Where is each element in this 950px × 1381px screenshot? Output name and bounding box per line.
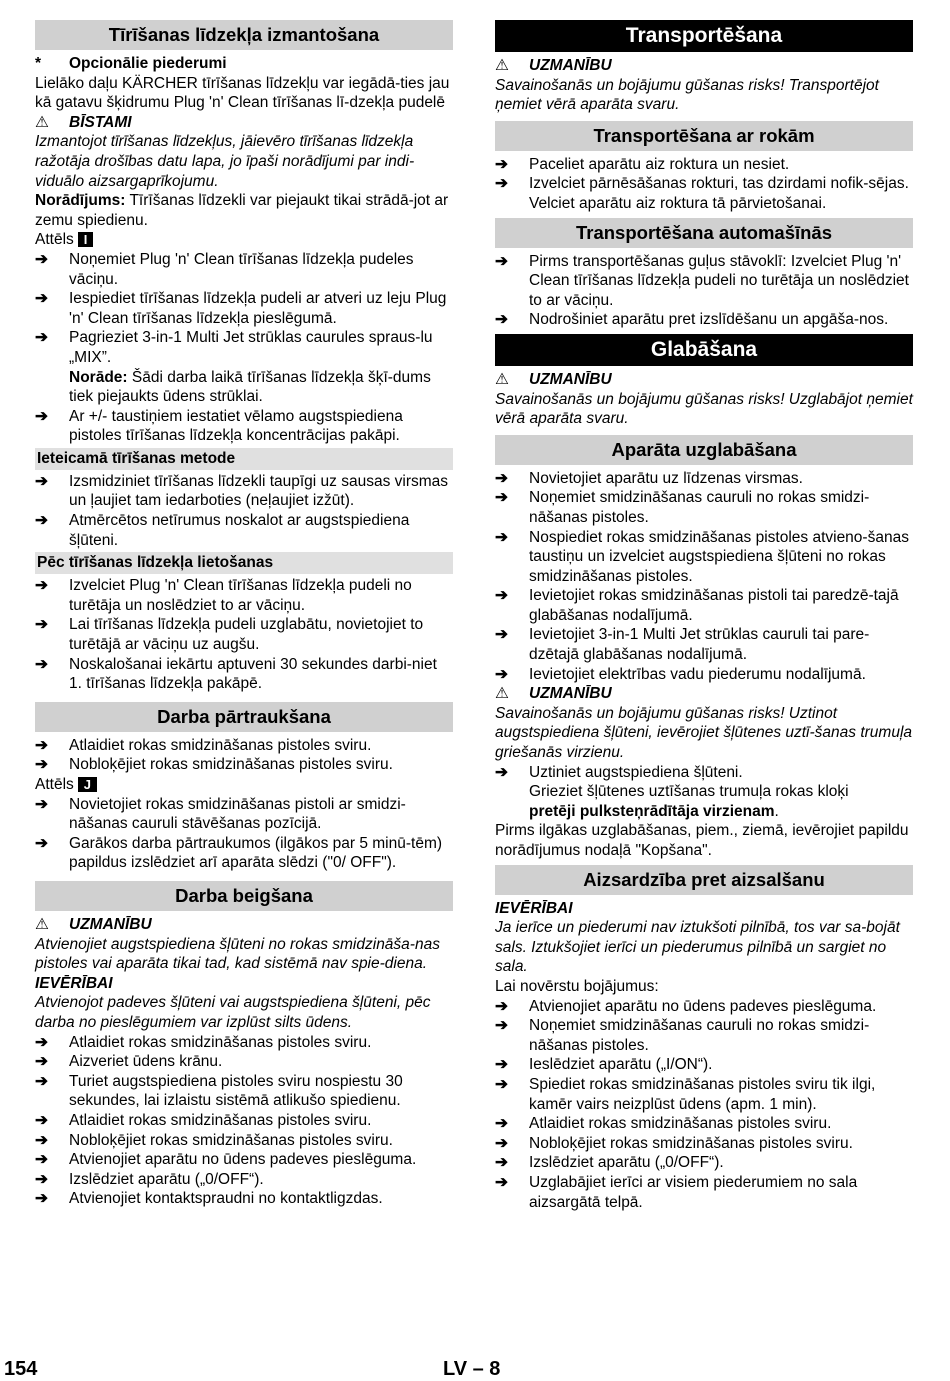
warning-text: Atvienojiet augstspiediena šļūteni no rokas smidzināša-nas pistoles vai aparāta tikai tad, kad sistēmā nav spie-diena. — [35, 935, 440, 973]
arrow-icon: ➔ — [495, 311, 508, 329]
arrow-icon: ➔ — [495, 665, 508, 683]
list-item — [495, 310, 913, 330]
arrow-icon: ➔ — [35, 1131, 48, 1149]
continuation-end: . — [774, 802, 779, 820]
warning-text: Savainošanās un bojājumu gūšanas risks! Uzglabājot ņemiet vērā aparāta svaru. — [495, 390, 913, 428]
list-item — [495, 586, 913, 625]
figure-badge: I — [78, 232, 94, 247]
list-item-text: Ieslēdziet aparātu („I/ON“). — [529, 1056, 713, 1074]
paragraph: Pirms ilgākas uzglabāšanas, piem., ziemā, ievērojiet papildu norādījumus nodaļā "Kopšana". — [495, 822, 909, 859]
note-text: Tīrīšanas līdzekli var piejaukt tikai strādā-jot ar zemu spiedienu. — [35, 192, 449, 229]
arrow-icon: ➔ — [495, 252, 508, 270]
list-item — [495, 1055, 913, 1075]
arrow-icon: ➔ — [495, 175, 508, 193]
list-item-text: Atlaidiet rokas smidzināšanas pistoles sviru. — [69, 1033, 372, 1051]
list-item — [35, 1111, 453, 1131]
arrow-icon: ➔ — [35, 512, 48, 530]
list-item — [35, 1033, 453, 1053]
warning-text: Izmantojot tīrīšanas līdzekļus, jāievēro tīrīšanas līdzekļa ražotāja drošības datu lapa, jo īpaši norādījumi par indi-viduālo aizsargaprīkojumu. — [35, 133, 415, 190]
list-item — [35, 1150, 453, 1170]
arrow-icon: ➔ — [495, 1075, 508, 1093]
list-item — [495, 1075, 913, 1114]
list-item-text: Novietojiet rokas smidzināšanas pistoli ar smidzi-nāšanas cauruli stāvēšanas pozīcijā. — [69, 795, 406, 833]
continuation: Velciet aparātu aiz roktura tā pārvietošanai. — [529, 194, 827, 212]
arrow-icon: ➔ — [35, 329, 48, 347]
arrow-icon: ➔ — [495, 1017, 508, 1035]
list-item-text: Garākos darba pārtraukumos (ilgākos par 5 minū-tēm) papildus izslēdziet arī aparāta slēdzi ("0/ OFF"). — [69, 834, 443, 872]
arrow-icon: ➔ — [35, 736, 48, 754]
arrow-icon: ➔ — [35, 1072, 48, 1090]
warning-label: UZMANĪBU — [69, 915, 152, 933]
arrow-icon: ➔ — [35, 1151, 48, 1169]
list-item-text: Atlaidiet rokas smidzināšanas pistoles sviru. — [529, 1115, 832, 1133]
list-item-text: Nobloķējiet rokas smidzināšanas pistoles sviru. — [69, 1131, 393, 1149]
continuation — [495, 782, 913, 821]
arrow-icon: ➔ — [495, 155, 508, 173]
chapter-title: Glabāšana — [495, 334, 913, 366]
arrow-icon: ➔ — [35, 1170, 48, 1188]
arrow-icon: ➔ — [35, 472, 48, 490]
list-item-text: Pirms transportēšanas guļus stāvoklī: Izvelciet Plug 'n' Clean tīrīšanas līdzekļa pudeli no turētāja un noslēdziet to ar vāciņu. — [529, 252, 909, 309]
list-item — [495, 625, 913, 664]
arrow-icon: ➔ — [35, 756, 48, 774]
list-item-text: Izslēdziet aparātu („0/OFF“). — [69, 1170, 264, 1188]
page-number: 154 — [4, 1358, 38, 1380]
arrow-icon: ➔ — [495, 997, 508, 1015]
right-column — [495, 20, 913, 1212]
arrow-icon: ➔ — [35, 407, 48, 425]
arrow-icon: ➔ — [35, 290, 48, 308]
list-item-text: Atlaidiet rokas smidzināšanas pistoles sviru. — [69, 736, 372, 754]
list-item-text: Ievietojiet 3-in-1 Multi Jet strūklas cauruli tai pare-dzētajā glabāšanas nodalījumā. — [529, 626, 870, 664]
section-title: Aparāta uzglabāšana — [495, 435, 913, 465]
list-item — [495, 1153, 913, 1173]
figure-label: Attēls — [35, 776, 74, 793]
arrow-icon: ➔ — [495, 528, 508, 546]
note-label: Norāde: — [69, 368, 128, 386]
list-item-text: Turiet augstspiediena pistoles sviru nospiestu 30 sekundes, lai izlaistu sistēmā atlikušo spiedienu. — [69, 1072, 403, 1110]
caution-notice — [35, 915, 453, 935]
asterisk: * — [35, 55, 42, 72]
notice-text: Atvienojot padeves šļūteni vai augstspiediena šļūteni, pēc darba no pieslēgumiem var izplūst silts ūdens. — [35, 994, 431, 1031]
continuation-bold: pretēji pulksteņrādītāja virzienam — [529, 802, 775, 820]
arrow-icon: ➔ — [495, 1056, 508, 1074]
list-item-text: Ievietojiet rokas smidzināšanas pistoli tai paredzē-tajā glabāšanas nodalījumā. — [529, 587, 899, 624]
list-item — [495, 469, 913, 489]
list-item-text: Izsmidziniet tīrīšanas līdzekli taupīgi uz sausas virsmas un ļaujiet tam iedarboties (neļaujiet izžūt). — [69, 472, 449, 510]
warning-text: Savainošanās un bojājumu gūšanas risks! Uztinot augstspiediena šļūteni, ievērojiet šļūtenes uztī-šanas trumuļa griešanās virzienu. — [495, 704, 913, 762]
optional-accessories — [35, 54, 453, 74]
list-item — [495, 1134, 913, 1154]
figure-ref — [35, 775, 453, 795]
list-item-text: Atvienojiet aparātu no ūdens padeves pieslēguma. — [69, 1151, 417, 1169]
figure-ref — [35, 230, 453, 250]
list — [35, 1033, 453, 1209]
arrow-icon: ➔ — [35, 834, 48, 852]
list-item-text: Nospiediet rokas smidzināšanas pistoles atvieno-šanas taustiņu un izvelciet augstspiediena šļūteni no rokas smidzināšanas pistoles. — [529, 528, 909, 585]
list-item-text: Izvelciet Plug 'n' Clean tīrīšanas līdzekļa pudeli no turētāja un noslēdziet to ar vāciņu. — [69, 577, 412, 614]
section-title: Darba pārtraukšana — [35, 702, 453, 732]
list-item — [495, 1173, 913, 1212]
list-item-text: Noņemiet smidzināšanas cauruli no rokas smidzi-nāšanas pistoles. — [529, 1017, 870, 1054]
list-item-text: Noskalošanai iekārtu aptuveni 30 sekundes darbi-niet 1. tīrīšanas līdzekļa pakāpē. — [69, 655, 437, 693]
list-item — [35, 407, 453, 446]
list-item — [35, 289, 453, 328]
list-item — [495, 997, 913, 1017]
warning-icon: ⚠ — [35, 113, 49, 131]
list-item — [495, 763, 913, 783]
list-item-text: Atvienojiet kontaktspraudni no kontaktligzdas. — [69, 1190, 383, 1208]
list-item-text: Iespiediet tīrīšanas līdzekļa pudeli ar atveri uz leju Plug 'n' Clean tīrīšanas līdzekļa pieslēgumā. — [69, 290, 447, 327]
danger-notice — [35, 113, 453, 133]
list-item — [35, 472, 453, 511]
list — [495, 469, 913, 685]
caution-notice — [495, 684, 913, 704]
notice-label: IEVĒRĪBAI — [495, 899, 573, 917]
list-item-text: Ievietojiet elektrības vadu piederumu nodalījumā. — [529, 665, 866, 683]
optional-label: Opcionālie piederumi — [69, 55, 227, 72]
list-item-text: Noņemiet smidzināšanas cauruli no rokas smidzi-nāšanas pistoles. — [529, 489, 870, 526]
list-item — [35, 655, 453, 694]
list-item — [35, 736, 453, 756]
left-column — [35, 20, 453, 1209]
paragraph: Lai novērstu bojājumus: — [495, 977, 659, 995]
list-item — [495, 1016, 913, 1055]
arrow-icon: ➔ — [495, 489, 508, 507]
figure-badge: J — [78, 777, 97, 792]
list-item — [35, 576, 453, 615]
paragraph: Lielāko daļu KÄRCHER tīrīšanas līdzekļu var iegādā-ties jau kā gatavu šķidrumu Plug 'n' Clean tīrīšanas lī-dzekļa pudelē — [35, 74, 450, 112]
list-item-text: Paceliet aparātu aiz roktura un nesiet. — [529, 155, 790, 173]
subsection-title: Ieteicamā tīrīšanas metode — [35, 448, 453, 470]
arrow-icon: ➔ — [35, 1190, 48, 1208]
list-item-text: Aizveriet ūdens krānu. — [69, 1053, 223, 1071]
list-item — [35, 250, 453, 289]
list-item — [495, 174, 913, 194]
list-item-text: Atmērcētos netīrumus noskalot ar augstspiediena šļūteni. — [69, 512, 410, 549]
warning-label: UZMANĪBU — [529, 685, 612, 703]
list-item — [35, 1170, 453, 1190]
warning-icon: ⚠ — [495, 685, 509, 703]
arrow-icon: ➔ — [495, 1173, 508, 1191]
list-item — [495, 155, 913, 175]
warning-text: Savainošanās un bojājumu gūšanas risks! Transportējot ņemiet vērā aparāta svaru. — [495, 76, 879, 114]
arrow-icon: ➔ — [35, 655, 48, 673]
list-item — [35, 1131, 453, 1151]
warning-icon: ⚠ — [35, 915, 49, 933]
warning-icon: ⚠ — [495, 57, 509, 74]
arrow-icon: ➔ — [495, 587, 508, 605]
arrow-icon: ➔ — [495, 1115, 508, 1133]
section-title: Tīrīšanas līdzekļa izmantošana — [35, 20, 453, 50]
list-item — [35, 1072, 453, 1111]
list — [35, 472, 453, 550]
arrow-icon: ➔ — [495, 626, 508, 644]
arrow-icon: ➔ — [495, 763, 508, 781]
list — [495, 997, 913, 1213]
list-item — [35, 834, 453, 873]
list-item-text: Nobloķējiet rokas smidzināšanas pistoles sviru. — [69, 756, 393, 774]
arrow-icon: ➔ — [35, 250, 48, 268]
chapter-title: Transportēšana — [495, 20, 913, 52]
subsection-title: Pēc tīrīšanas līdzekļa lietošanas — [35, 552, 453, 574]
list-item-text: Nobloķējiet rokas smidzināšanas pistoles sviru. — [529, 1134, 853, 1152]
section-title: Transportēšana automašīnās — [495, 218, 913, 248]
list — [35, 736, 453, 775]
language-page: LV – 8 — [443, 1358, 501, 1380]
continuation-text: Grieziet šļūtenes uztīšanas trumuļa rokas kloķi — [529, 783, 849, 801]
arrow-icon: ➔ — [35, 1033, 48, 1051]
list — [495, 155, 913, 194]
arrow-icon: ➔ — [495, 469, 508, 487]
list-item — [495, 665, 913, 685]
list — [35, 795, 453, 873]
arrow-icon: ➔ — [35, 795, 48, 813]
list-item-text: Atlaidiet rokas smidzināšanas pistoles sviru. — [69, 1111, 372, 1129]
arrow-icon: ➔ — [35, 1053, 48, 1071]
arrow-icon: ➔ — [495, 1154, 508, 1172]
list-item-text: Izslēdziet aparātu („0/OFF“). — [529, 1154, 724, 1172]
section-title: Aizsardzība pret aizsalšanu — [495, 865, 913, 895]
list — [495, 252, 913, 330]
list-item — [35, 755, 453, 775]
list-item — [495, 528, 913, 587]
list — [35, 576, 453, 694]
note — [35, 191, 453, 230]
list-item-text: Uzglabājiet ierīci ar visiem piederumiem no sala aizsargātā telpā. — [529, 1173, 858, 1211]
caution-notice — [495, 56, 913, 76]
section-title: Darba beigšana — [35, 881, 453, 911]
list-item-text: Nodrošiniet aparātu pret izslīdēšanu un apgāša-nos. — [529, 311, 889, 329]
list-item-text: Uztiniet augstspiediena šļūteni. — [529, 763, 743, 781]
list-item — [495, 252, 913, 311]
list-item-text: Izvelciet pārnēsāšanas rokturi, tas dzirdami nofik-sējas. — [529, 175, 909, 193]
list-item — [35, 511, 453, 550]
list — [35, 250, 453, 368]
arrow-icon: ➔ — [35, 616, 48, 634]
list-item-text: Noņemiet Plug 'n' Clean tīrīšanas līdzekļa pudeles vāciņu. — [69, 250, 414, 288]
list-item — [35, 1052, 453, 1072]
arrow-icon: ➔ — [495, 1134, 508, 1152]
notice-text: Ja ierīce un piederumi nav iztukšoti pilnībā, tos var sa-bojāt sals. Iztukšojiet ierīci un piederumus pilnībā un sargiet no sala. — [495, 919, 900, 976]
section-title: Transportēšana ar rokām — [495, 121, 913, 151]
warning-label: BĪSTAMI — [69, 113, 132, 131]
list-item-text: Spiediet rokas smidzināšanas pistoles sviru tik ilgi, kamēr vairs neizplūst ūdens (apm. 1 min). — [529, 1075, 876, 1113]
list-item-text: Novietojiet aparātu uz līdzenas virsmas. — [529, 469, 803, 487]
list-item — [35, 795, 453, 834]
list-item — [35, 328, 453, 367]
note-text: Šādi darba laikā tīrīšanas līdzekļa šķī-dums tiek piejaukts ūdens strūklai. — [69, 368, 431, 406]
list-item — [495, 488, 913, 527]
warning-icon: ⚠ — [495, 370, 509, 388]
list-item-text: Atvienojiet aparātu no ūdens padeves pieslēguma. — [529, 997, 877, 1015]
note — [35, 368, 453, 407]
note-label: Norādījums: — [35, 192, 126, 210]
figure-label: Attēls — [35, 231, 74, 249]
notice-label: IEVĒRĪBAI — [35, 974, 113, 992]
arrow-icon: ➔ — [35, 1111, 48, 1129]
list-item-text: Lai tīrīšanas līdzekļa pudeli uzglabātu, novietojiet to turētājā ar vāciņu uz augšu. — [69, 616, 424, 654]
arrow-icon: ➔ — [35, 577, 48, 595]
list-item-text: Ar +/- taustiņiem iestatiet vēlamo augstspiediena pistoles tīrīšanas līdzekļa koncentrācijas pakāpi. — [69, 407, 403, 445]
list-item — [35, 615, 453, 654]
caution-notice — [495, 370, 913, 390]
warning-label: UZMANĪBU — [529, 57, 612, 74]
list-item — [495, 1114, 913, 1134]
list-item-text: Pagrieziet 3-in-1 Multi Jet strūklas caurules spraus-lu „MIX”. — [69, 329, 433, 366]
list-item — [35, 1189, 453, 1209]
warning-label: UZMANĪBU — [529, 370, 612, 388]
